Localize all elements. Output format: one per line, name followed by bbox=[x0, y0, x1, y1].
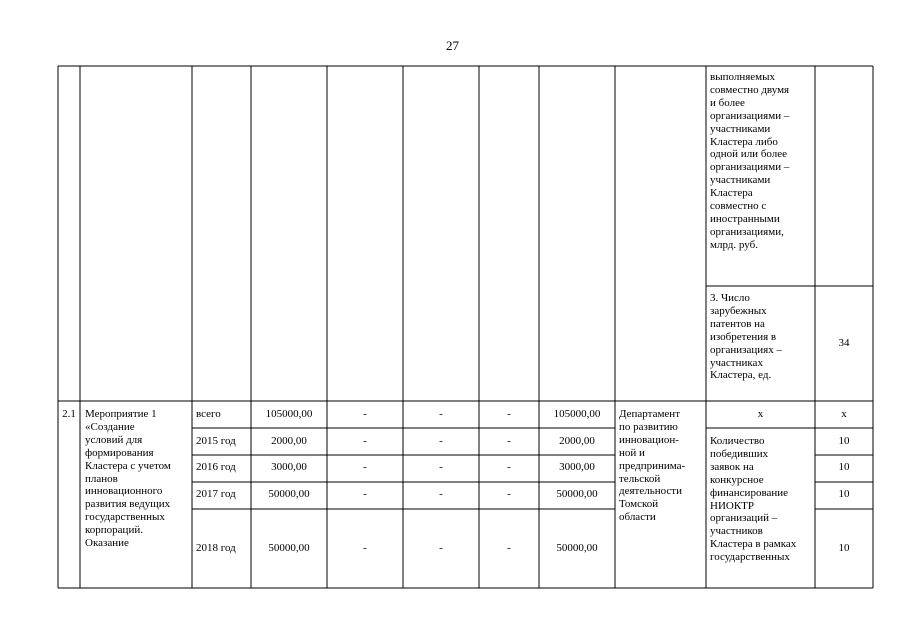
executor-line: области bbox=[619, 511, 656, 524]
executor-line: инновацион- bbox=[619, 433, 679, 446]
indicator-line: участниках bbox=[710, 356, 763, 369]
measure-name-line: корпораций. bbox=[85, 524, 143, 537]
indicator-text bbox=[710, 435, 814, 564]
indicator-line: изобретения в bbox=[710, 330, 777, 343]
period-cell: 2017 год bbox=[196, 488, 236, 500]
indicator-line: Кластера bbox=[710, 187, 753, 200]
source-cell: 50000,00 bbox=[556, 542, 598, 554]
total-cell: 3000,00 bbox=[271, 461, 307, 473]
indicator-value: 10 bbox=[838, 461, 850, 473]
indicator-line: организаций – bbox=[710, 512, 778, 525]
indicator-line: заявок на bbox=[710, 460, 754, 473]
indicator-line: конкурсное bbox=[710, 473, 764, 486]
executor-line: Департамент bbox=[619, 408, 681, 420]
indicator-header-value: х bbox=[841, 408, 847, 420]
indicator-line: Количество bbox=[710, 435, 765, 447]
indicator-line: совместно с bbox=[710, 200, 767, 213]
executor-line: тельской bbox=[619, 472, 661, 485]
source-cell: 2000,00 bbox=[559, 435, 595, 447]
total-cell: 50000,00 bbox=[268, 488, 310, 500]
indicator-line: государственных bbox=[710, 551, 790, 564]
source-cell: - bbox=[439, 488, 443, 500]
measure-name-line: условий для bbox=[85, 433, 143, 446]
indicator-line: и более bbox=[710, 96, 745, 109]
indicator-header: х bbox=[757, 408, 764, 420]
indicator-line: Кластера либо bbox=[710, 135, 778, 148]
indicator-line: зарубежных bbox=[710, 304, 767, 317]
total-cell: 2000,00 bbox=[271, 435, 307, 447]
measure-number: 2.1 bbox=[62, 408, 76, 420]
source-cell: - bbox=[507, 542, 511, 554]
indicator-line: 3. Число bbox=[710, 292, 750, 304]
period-cell: всего bbox=[196, 408, 221, 420]
source-cell: - bbox=[363, 542, 367, 554]
source-cell: - bbox=[439, 435, 443, 447]
indicator-line: победивших bbox=[710, 447, 769, 460]
period-cell: 2016 год bbox=[196, 461, 236, 473]
measure-name-line: «Создание bbox=[85, 420, 135, 433]
executor-line: по развитию bbox=[619, 420, 678, 433]
source-cell: - bbox=[507, 461, 511, 473]
source-cell: - bbox=[439, 461, 443, 473]
measure-name-line: Кластера с учетом bbox=[85, 459, 171, 472]
measure-name-line: развития ведущих bbox=[85, 498, 171, 511]
indicator-line: участников bbox=[710, 525, 763, 538]
indicator-line: Кластера в рамках bbox=[710, 538, 797, 551]
period-cell: 2018 год bbox=[196, 542, 236, 554]
measure-name-line: формирования bbox=[85, 446, 154, 459]
indicator-value: 10 bbox=[838, 435, 850, 447]
source-cell: - bbox=[507, 435, 511, 447]
indicator-line: выполняемых bbox=[710, 71, 775, 83]
source-cell: 3000,00 bbox=[559, 461, 595, 473]
indicator-line: одной или более bbox=[710, 148, 788, 161]
executor bbox=[619, 408, 706, 524]
source-cell: - bbox=[507, 408, 511, 420]
executor-line: ной и bbox=[619, 446, 645, 459]
measure-name-line: планов bbox=[85, 472, 118, 485]
patents-value: 34 bbox=[838, 337, 850, 349]
measure-name-line: инновационного bbox=[85, 485, 163, 498]
source-cell: - bbox=[363, 488, 367, 500]
indicator-line: млрд. руб. bbox=[710, 238, 758, 251]
patents-indicator bbox=[710, 292, 814, 382]
measure-name-line: государственных bbox=[85, 511, 165, 524]
indicator-line: НИОКТР bbox=[710, 499, 755, 512]
total-cell: 105000,00 bbox=[265, 408, 313, 420]
source-cell: 105000,00 bbox=[553, 408, 601, 420]
source-cell: - bbox=[363, 461, 367, 473]
indicator-line: совместно двумя bbox=[710, 83, 790, 96]
indicator-line: организациями – bbox=[710, 109, 790, 122]
indicator-line: организациями, bbox=[710, 225, 784, 238]
indicator-line: участниками bbox=[710, 174, 771, 187]
measure-name-line: Оказание bbox=[85, 537, 129, 550]
indicator-line: финансирование bbox=[710, 486, 789, 499]
indicator-line: участниками bbox=[710, 122, 771, 135]
source-cell: 50000,00 bbox=[556, 488, 598, 500]
page-number: 27 bbox=[446, 38, 459, 53]
source-cell: - bbox=[439, 542, 443, 554]
measure-name-line: Мероприятие 1 bbox=[85, 408, 157, 420]
source-cell: - bbox=[507, 488, 511, 500]
total-cell: 50000,00 bbox=[268, 542, 310, 554]
indicator-line: организациями – bbox=[710, 161, 790, 174]
source-cell: - bbox=[363, 435, 367, 447]
period-cell: 2015 год bbox=[196, 435, 236, 447]
indicator-value: 10 bbox=[838, 488, 850, 500]
indicator-line: Кластера, ед. bbox=[710, 369, 772, 382]
executor-line: предпринима- bbox=[619, 459, 686, 472]
source-cell: - bbox=[363, 408, 367, 420]
indicator-text-continued bbox=[710, 71, 814, 252]
source-cell: - bbox=[439, 408, 443, 420]
executor-line: Томской bbox=[619, 498, 659, 511]
indicator-line: иностранными bbox=[710, 212, 780, 225]
measure-name bbox=[85, 408, 192, 550]
indicator-line: организациях – bbox=[710, 343, 782, 356]
indicator-value: 10 bbox=[838, 542, 850, 554]
executor-line: деятельности bbox=[619, 485, 682, 498]
indicator-line: патентов на bbox=[710, 317, 765, 330]
